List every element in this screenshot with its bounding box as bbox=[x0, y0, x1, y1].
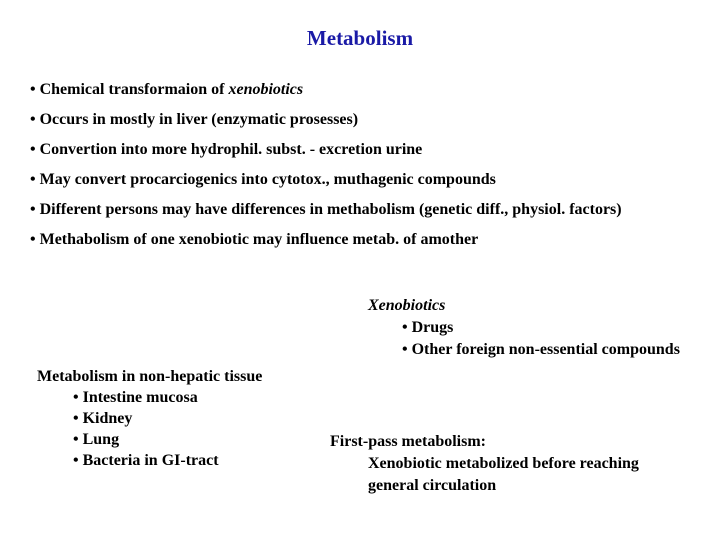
bullet-item: • Convertion into more hydrophil. subst. - excretion urine bbox=[30, 141, 423, 158]
non-hepatic-item: • Kidney bbox=[73, 410, 133, 427]
xenobiotics-block bbox=[368, 295, 680, 361]
bullet-list bbox=[30, 80, 720, 260]
non-hepatic-item: • Bacteria in GI-tract bbox=[73, 452, 219, 469]
first-pass-line: general circulation bbox=[368, 477, 497, 494]
non-hepatic-item: • Lung bbox=[73, 431, 120, 448]
non-hepatic-block bbox=[37, 366, 262, 471]
page-title: Metabolism bbox=[306, 26, 414, 50]
bullet-italic-term: xenobiotics bbox=[228, 81, 304, 98]
bullet-item: • May convert procarciogenics into cytotox., muthagenic compounds bbox=[30, 171, 496, 188]
xenobiotics-heading: Xenobiotics bbox=[368, 297, 446, 314]
bullet-item: • Different persons may have differences in methabolism (genetic diff., physiol. factors) bbox=[30, 201, 622, 218]
first-pass-block bbox=[330, 431, 639, 497]
first-pass-line: Xenobiotic metabolized before reaching bbox=[368, 455, 639, 472]
bullet-item bbox=[30, 80, 720, 110]
xenobiotics-item: • Drugs bbox=[402, 319, 454, 336]
non-hepatic-item: • Intestine mucosa bbox=[73, 389, 198, 406]
non-hepatic-heading: Metabolism in non-hepatic tissue bbox=[37, 368, 263, 385]
bullet-item: • Methabolism of one xenobiotic may influence metab. of amother bbox=[30, 231, 479, 248]
bullet-item: • Occurs in mostly in liver (enzymatic prosesses) bbox=[30, 111, 359, 128]
bullet-text: • Chemical transformaion of bbox=[30, 81, 229, 98]
first-pass-heading: First-pass metabolism: bbox=[330, 433, 486, 450]
xenobiotics-item: • Other foreign non-essential compounds bbox=[402, 341, 680, 358]
